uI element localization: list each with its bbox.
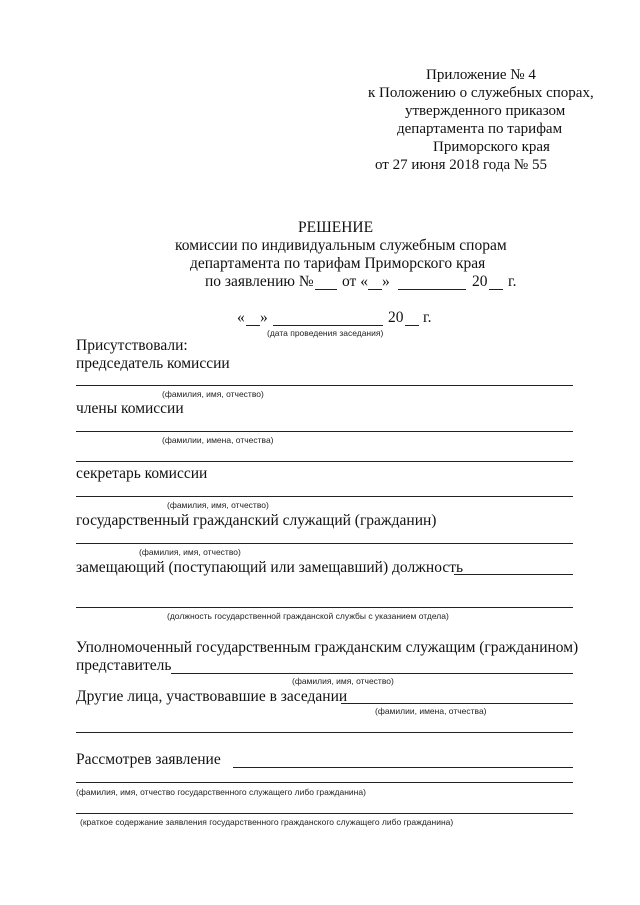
title-line-3a: по заявлению № (205, 273, 314, 290)
meeting-day-blank[interactable] (246, 325, 260, 326)
review-caption-1: (фамилия, имя, отчество государственного служащего либо гражданина) (76, 787, 366, 797)
members-label: члены комиссии (76, 400, 184, 417)
annex-line-6: от 27 июня 2018 года № 55 (375, 157, 547, 173)
meeting-date-caption: (дата проведения заседания) (267, 328, 384, 338)
meeting-month-blank[interactable] (273, 325, 383, 326)
others-label: Другие лица, участвовавшие в заседании (76, 688, 348, 705)
review-applicant-field[interactable] (76, 782, 573, 783)
employee-name-field[interactable] (76, 543, 573, 544)
application-day-blank[interactable] (368, 289, 382, 290)
date-year-suffix: г. (423, 309, 432, 326)
members-names-field-2[interactable] (76, 461, 573, 462)
annex-line-5: Приморского края (433, 139, 550, 155)
annex-line-2: к Положению о служебных спорах, (368, 85, 594, 101)
review-label: Рассмотрев заявление (76, 751, 221, 768)
secretary-name-field[interactable] (76, 496, 573, 497)
others-caption: (фамилии, имена, отчества) (375, 706, 487, 716)
title-line-3c: » (382, 273, 390, 290)
annex-line-1: Приложение № 4 (426, 67, 536, 83)
annex-line-3: утвержденного приказом (405, 103, 566, 119)
application-number-blank[interactable] (315, 289, 337, 290)
representative-caption: (фамилия, имя, отчество) (292, 676, 394, 686)
review-summary-field[interactable] (76, 813, 573, 814)
chair-name-field[interactable] (76, 385, 573, 386)
title-line-3b: от « (342, 273, 368, 290)
position-field-2[interactable] (76, 607, 573, 608)
review-application-field[interactable] (233, 767, 573, 768)
position-field[interactable] (454, 574, 573, 575)
date-year-prefix: 20 (388, 309, 404, 326)
title-line-3e: г. (508, 273, 517, 290)
position-caption: (должность государственной гражданской службы с указанием отдела) (167, 611, 449, 621)
secretary-caption: (фамилия, имя, отчество) (167, 500, 269, 510)
secretary-label: секретарь комиссии (76, 465, 208, 482)
members-names-field[interactable] (76, 431, 573, 432)
date-quote-open: « (237, 309, 245, 326)
position-label: замещающий (поступающий или замещавший) должность (76, 559, 464, 576)
title-line-1: комиссии по индивидуальным служебным спорам (175, 237, 507, 254)
representative-label: представитель (76, 657, 172, 674)
title-line-3d: 20 (472, 273, 488, 290)
chair-caption: (фамилия, имя, отчество) (162, 389, 264, 399)
representative-name-field[interactable] (171, 673, 573, 674)
employee-caption: (фамилия, имя, отчество) (139, 547, 241, 557)
chair-label: председатель комиссии (76, 355, 230, 372)
employee-label: государственный гражданский служащий (гражданин) (76, 512, 437, 529)
title-line-2: департамента по тарифам Приморского края (190, 255, 486, 272)
members-caption: (фамилии, имена, отчества) (162, 435, 274, 445)
application-year-blank[interactable] (489, 289, 503, 290)
others-names-field[interactable] (341, 703, 573, 704)
document-title: РЕШЕНИЕ (298, 219, 374, 236)
meeting-year-blank[interactable] (405, 325, 419, 326)
annex-line-4: департамента по тарифам (397, 121, 563, 137)
representative-line-1: Уполномоченный государственным гражданским служащим (гражданином) (76, 639, 579, 656)
application-month-blank[interactable] (398, 289, 466, 290)
present-label: Присутствовали: (76, 337, 188, 354)
date-quote-close: » (260, 309, 268, 326)
others-names-field-2[interactable] (76, 732, 573, 733)
review-caption-2: (краткое содержание заявления государственного гражданского служащего либо гражданина) (80, 817, 454, 827)
